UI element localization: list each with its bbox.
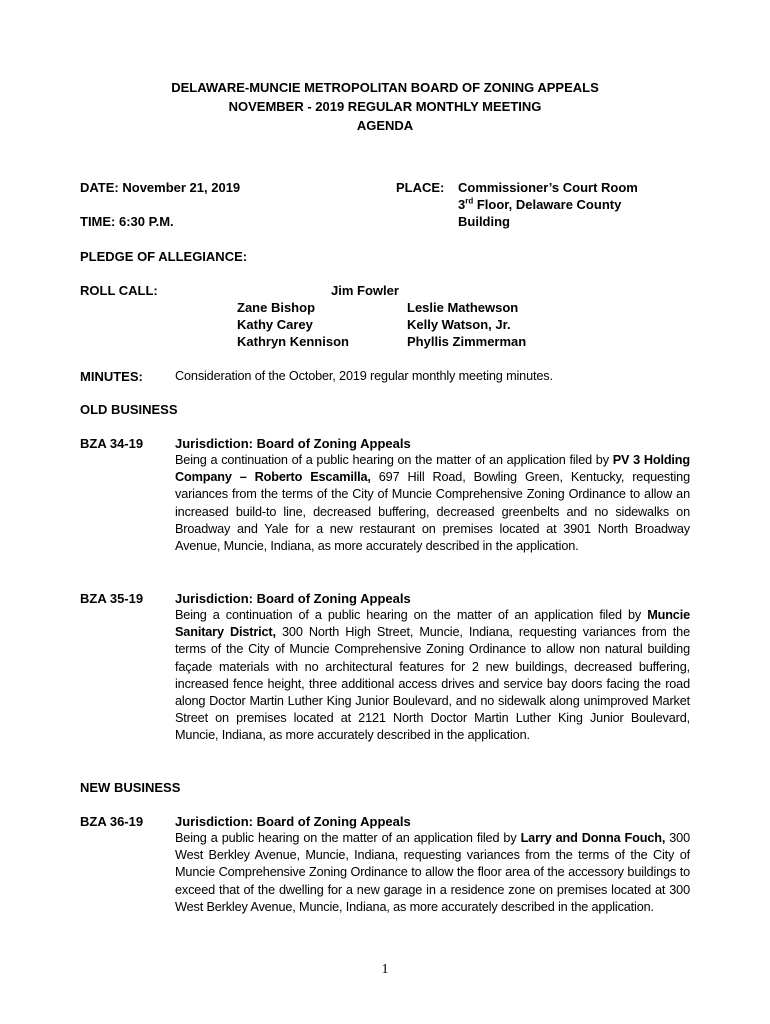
roll-call-member: Phyllis Zimmerman <box>407 334 527 349</box>
roll-call-member: Zane Bishop <box>237 300 316 315</box>
case-applicant: Larry and Donna Fouch, <box>520 831 666 845</box>
meeting-date: DATE: November 21, 2019 <box>80 180 241 195</box>
new-business-heading: NEW BUSINESS <box>80 780 181 795</box>
roll-call-member: Leslie Mathewson <box>407 300 519 315</box>
case-description <box>175 452 690 555</box>
roll-call-chair: Jim Fowler <box>331 283 399 298</box>
case-description <box>175 830 690 916</box>
place-line-1: Commissioner’s Court Room <box>458 180 638 195</box>
case-intro: Being a public hearing on the matter of an application filed by <box>175 831 521 845</box>
case-jurisdiction: Jurisdiction: Board of Zoning Appeals <box>175 591 411 606</box>
case-intro: Being a continuation of a public hearing on the matter of an application filed by <box>175 608 648 622</box>
roll-call-member: Kelly Watson, Jr. <box>407 317 511 332</box>
case-number: BZA 36-19 <box>80 814 144 829</box>
case-details: 300 North High Street, Muncie, Indiana, requesting variances from the terms of the City of Muncie Comprehensive Zoning Ordinance to allow non natural building façade materials with no architectural features for 2 new buildings, decreased buffering, increased fence height, three additional access drives and service bay doors facing the road along Doctor Martin Luther King Junior Boulevard, and no sidewalk along unimproved Market Street on premises located at 2121 North Doctor Martin Luther King Junior Boulevard, Muncie, Indiana, as more accurately described in the application. <box>175 625 690 743</box>
header-board-name: DELAWARE-MUNCIE METROPOLITAN BOARD OF ZONING APPEALS <box>171 80 599 95</box>
header-agenda: AGENDA <box>356 118 414 133</box>
case-details: 697 Hill Road, Bowling Green, Kentucky, requesting variances from the terms of the City of Muncie Comprehensive Zoning Ordinance to allow an increased build-to line, decreased buffering, decreased greenbelts and no sidewalks on Broadway and Yale for a new restaurant on premises located at 3901 North Broadway Avenue, Muncie, Indiana, as more accurately described in the application. <box>175 470 690 554</box>
old-business-heading: OLD BUSINESS <box>80 402 178 417</box>
place-floor-suffix: rd <box>465 196 474 206</box>
pledge-heading: PLEDGE OF ALLEGIANCE: <box>80 249 248 264</box>
place-label: PLACE: <box>396 180 445 195</box>
roll-call-label: ROLL CALL: <box>80 283 158 298</box>
place-line-3: Building <box>458 214 510 229</box>
case-description <box>175 607 690 745</box>
minutes-text: Consideration of the October, 2019 regular monthly meeting minutes. <box>175 369 553 383</box>
case-jurisdiction: Jurisdiction: Board of Zoning Appeals <box>175 814 411 829</box>
header-meeting-name: NOVEMBER - 2019 REGULAR MONTHLY MEETING <box>228 99 542 114</box>
document-header <box>0 78 770 135</box>
meeting-time: TIME: 6:30 P.M. <box>80 214 174 229</box>
case-applicant: PV 3 Holding Company – Roberto Escamilla, <box>175 453 690 485</box>
case-details: 300 West Berkley Avenue, Muncie, Indiana, requesting variances from the terms of the City of Muncie Comprehensive Zoning Ordinance to allow the floor area of the accessory buildings to exceed that of the dwelling for a new garage in a residence zone on premises located at 300 West Berkley Avenue, Muncie, Indiana, as more accurately described in the application. <box>175 831 690 914</box>
case-jurisdiction: Jurisdiction: Board of Zoning Appeals <box>175 436 411 451</box>
minutes-label: MINUTES: <box>80 369 143 384</box>
case-applicant: Muncie Sanitary District, <box>175 608 690 640</box>
place-line-2 <box>458 196 621 213</box>
page-number: 1 <box>381 962 389 977</box>
place-floor-number: 3 <box>458 197 466 212</box>
case-number: BZA 34-19 <box>80 436 144 451</box>
roll-call-member: Kathryn Kennison <box>237 334 349 349</box>
place-floor-rest: Floor, Delaware County <box>473 197 622 212</box>
case-number: BZA 35-19 <box>80 591 144 606</box>
roll-call-member: Kathy Carey <box>237 317 313 332</box>
case-intro: Being a continuation of a public hearing on the matter of an application filed by <box>175 453 613 467</box>
